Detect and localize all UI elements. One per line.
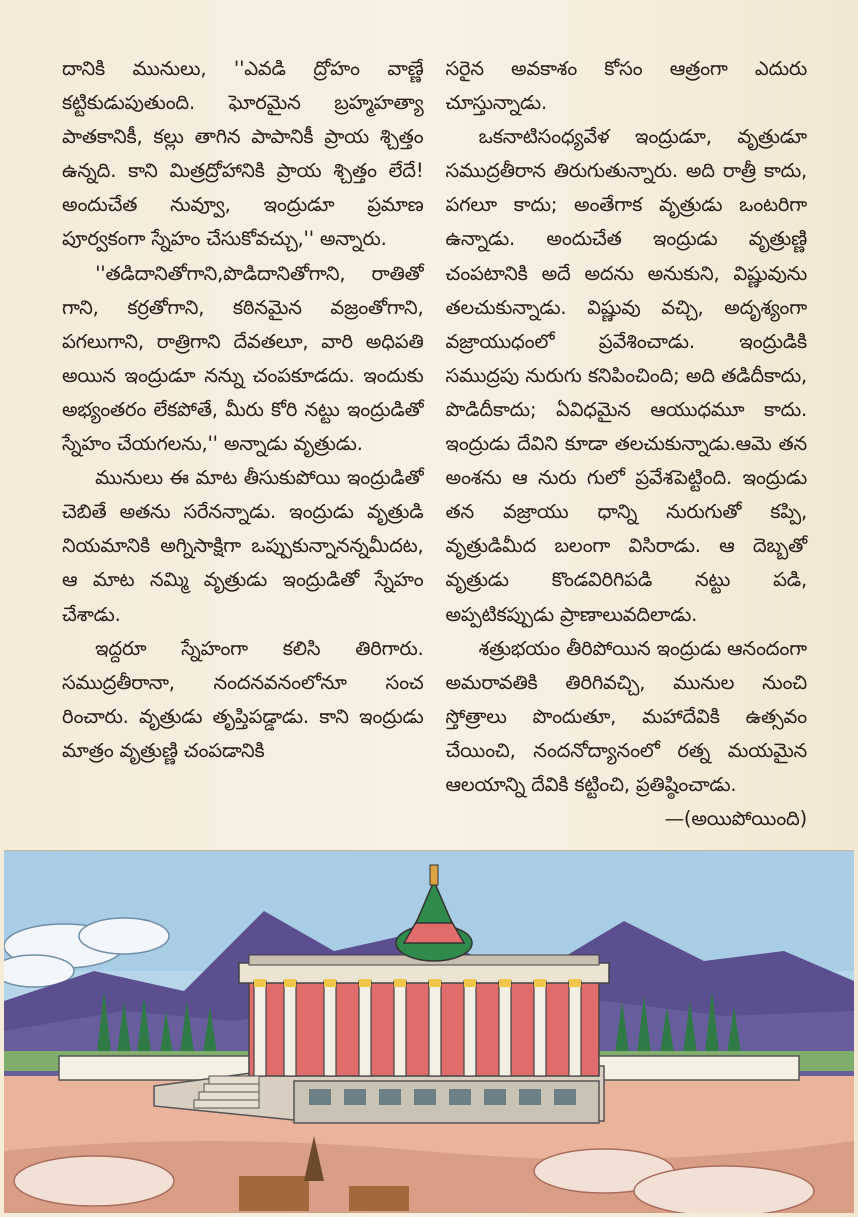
temple-landscape-illustration bbox=[4, 850, 854, 1213]
text-column-right bbox=[446, 52, 808, 842]
paragraph: మునులు ఈ మాట తీసుకుపోయి ఇంద్రుడితో చెబితే అతను సరేనన్నాడు. ఇంద్రుడు వృత్రుడి నియమానికి అగ్నిసాక్షిగా ఒప్పుకున్నానన్నమీదట, ఆ మాట నమ్మి వృత్రుడు ఇంద్రుడితో స్నేహం చేశాడు. bbox=[62, 466, 424, 626]
paragraph: ఇద్దరూ స్నేహంగా కలిసి తిరిగారు. సముద్రతీరానా, నందనవనంలోనూ సంచ రించారు. వృత్రుడు తృప్తిపడ్డాడు. కాని ఇంద్రుడు మాత్రం వృత్రుణ్ణి చంపడానికి bbox=[62, 636, 424, 762]
article-text bbox=[62, 52, 807, 842]
paragraph: సరైన అవకాశం కోసం ఆత్రంగా ఎదురు చూస్తున్నాడు. bbox=[445, 57, 807, 115]
paragraph: ఒకనాటిసంధ్యవేళ ఇంద్రుడూ, వృత్రుడూ సముద్రతీరాన తిరుగుతున్నారు. అది రాత్రీ కాదు, పగలూ కాదు; అంతేగాక వృత్రుడు ఒంటరిగా ఉన్నాడు. అందుచేత ఇంద్రుడు వృత్రుణ్ణి చంపటానికి అదే అదను అనుకుని, విష్ణువును తలచుకున్నాడు. విష్ణువు వచ్చి, అదృశ్యంగా వజ్రాయుధంలో ప్రవేశించాడు. ఇంద్రుడికి సముద్రపు నురుగు కనిపించింది; అది తడిదీకాదు, పొడిదీకాదు; ఏవిధమైన ఆయుధమూ కాదు. ఇంద్రుడు దేవిని కూడా తలచుకున్నాడు.ఆమె తన అంశను ఆ నురు గులో ప్రవేశపెట్టింది. ఇంద్రుడు తన వజ్రాయు ధాన్ని నురుగుతో కప్పి, వృత్రుడిమీద బలంగా విసిరాడు. ఆ దెబ్బతో వృత్రుడు కొండవిరిగిపడి నట్టు పడి, అప్పటికప్పుడు ప్రాణాలువదిలాడు. bbox=[445, 125, 807, 626]
signoff: —(అయిపోయింది) bbox=[664, 807, 807, 831]
text-column-left bbox=[62, 52, 424, 842]
paragraph: దానికి మునులు, ''ఎవడి ద్రోహం వాణ్ణే కట్టికుడుపుతుంది. ఘోరమైన బ్రహ్మహత్యా పాతకానికీ, కల్లు తాగిన పాపానికీ ప్రాయ శ్చిత్తం ఉన్నది. కాని మిత్రద్రోహానికి ప్రాయ శ్చిత్తం లేదే! అందుచేత నువ్వూ, ఇంద్రుడూ ప్రమాణ పూర్వకంగా స్నేహం చేసుకోవచ్చు,'' అన్నారు. bbox=[62, 57, 424, 251]
paragraph: శత్రుభయం తీరిపోయిన ఇంద్రుడు ఆనందంగా అమరావతికి తిరిగివచ్చి, మునుల నుంచి స్తోత్రాలు పొందుతూ, మహాదేవికి ఉత్సవం చేయించి, నందనోద్యానంలో రత్న మయమైన ఆలయాన్ని దేవికి కట్టించి, ప్రతిష్ఠించాడు. bbox=[445, 636, 807, 796]
paragraph: ''తడిదానితోగాని,పొడిదానితోగాని, రాతితో గాని, కర్రతోగాని, కఠినమైన వజ్రంతోగాని, పగలుగాని, రాత్రిగాని దేవతలూ, వారి అధిపతి అయిన ఇంద్రుడూ నన్ను చంపకూడదు. ఇందుకు అభ్యంతరం లేకపోతే, మీరు కోరి నట్టు ఇంద్రుడితో స్నేహం చేయగలను,'' అన్నాడు వృత్రుడు. bbox=[62, 261, 424, 456]
